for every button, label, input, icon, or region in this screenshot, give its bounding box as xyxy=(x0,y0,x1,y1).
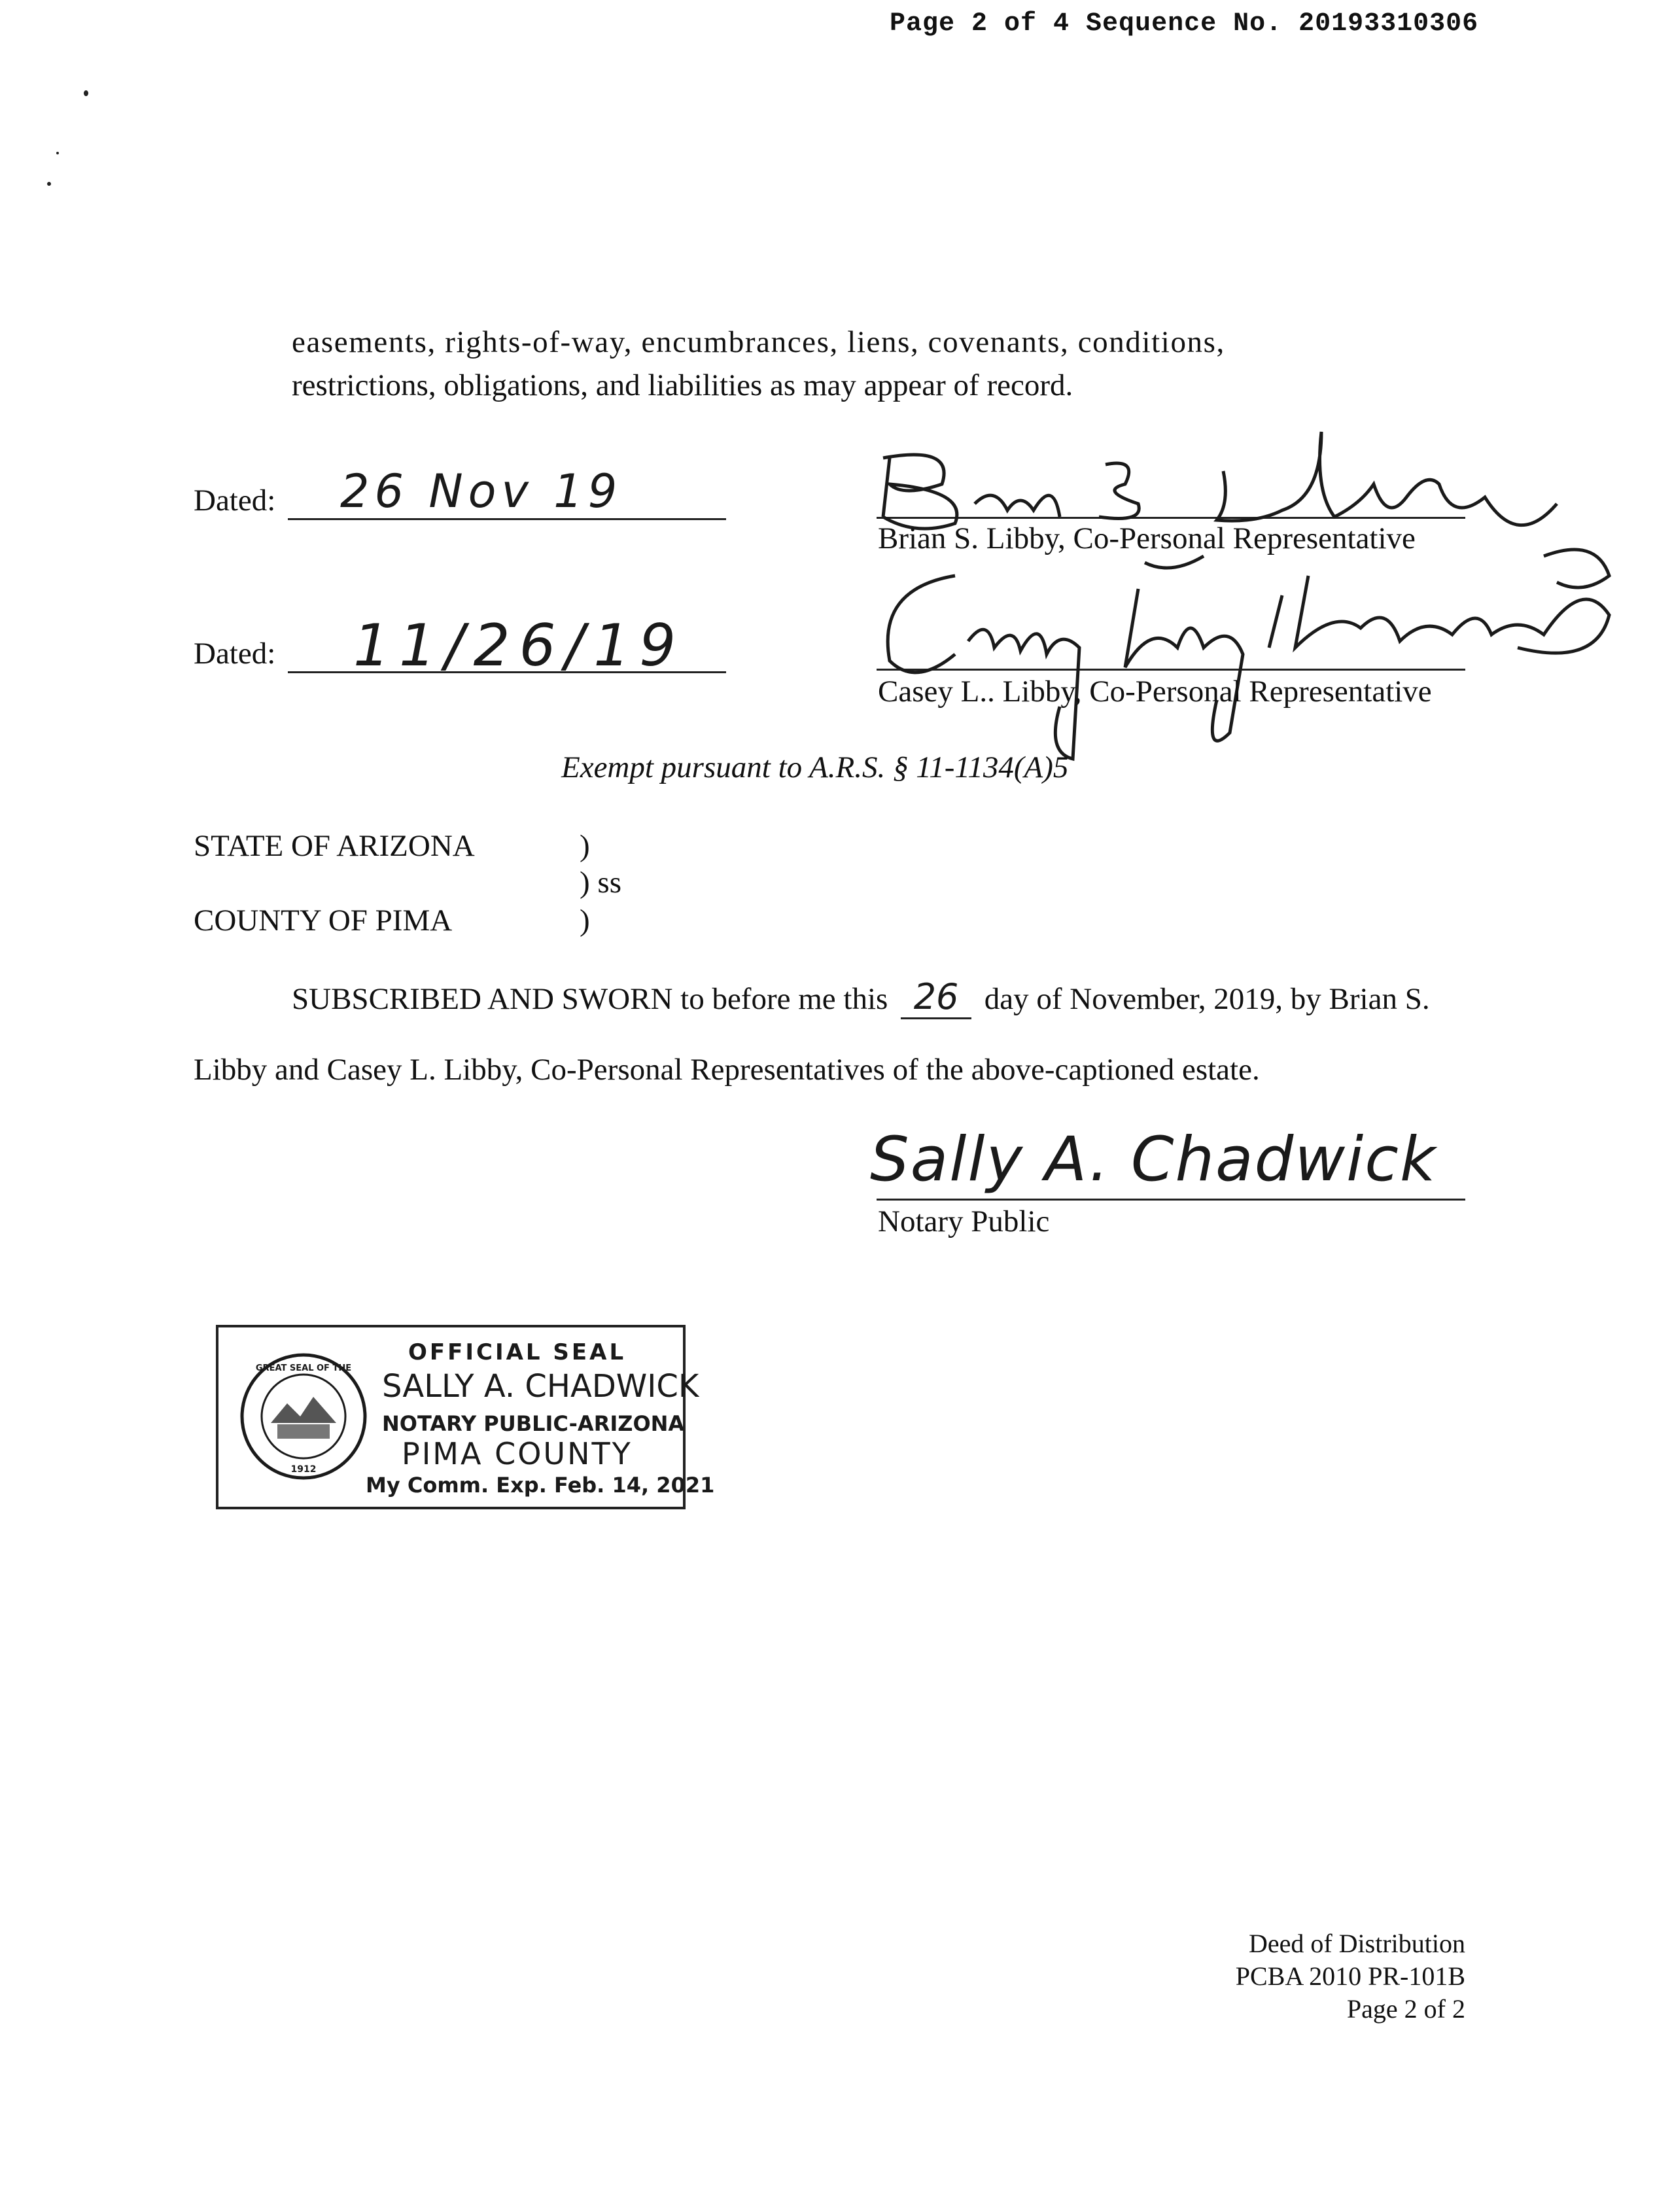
footer-page-number: Page 2 of 2 xyxy=(1346,1994,1465,2024)
oath-before-day: SUBSCRIBED AND SWORN to before me this xyxy=(292,982,888,1016)
seal-title: OFFICIAL SEAL xyxy=(408,1339,627,1365)
scan-speck xyxy=(47,182,51,186)
seal-county: PIMA COUNTY xyxy=(402,1436,633,1471)
venue-state: STATE OF ARIZONA xyxy=(194,829,475,863)
oath-day-handwritten: 26 xyxy=(913,976,959,1017)
oath-line-2: Libby and Casey L. Libby, Co-Personal Representatives of the above-captioned estate. xyxy=(194,1053,1260,1087)
dated-label-1: Dated: xyxy=(194,483,276,518)
scan-speck xyxy=(56,152,59,154)
oath-day-blank xyxy=(901,976,971,1019)
exempt-statement: Exempt pursuant to A.R.S. § 11-1134(A)5 xyxy=(561,750,1069,784)
notary-signature: Sally A. Chadwick xyxy=(870,1124,1437,1195)
venue-ss: ) ss xyxy=(580,866,621,900)
dated-handwritten-1: 26 Nov 19 xyxy=(340,465,623,518)
dated-line-1 xyxy=(288,518,726,520)
venue-paren-1: ) xyxy=(580,829,590,863)
document-footer xyxy=(1236,1927,1465,2026)
svg-text:1912: 1912 xyxy=(290,1464,317,1475)
venue-paren-3: ) xyxy=(580,904,590,938)
notary-signature-line xyxy=(877,1199,1465,1201)
oath-line-1 xyxy=(292,976,1430,1019)
arizona-great-seal-emblem xyxy=(238,1351,369,1482)
official-seal-stamp xyxy=(216,1325,715,1509)
seal-notary-name: SALLY A. CHADWICK xyxy=(382,1368,699,1405)
signature-caption-2: Casey L.. Libby, Co-Personal Representative xyxy=(878,675,1432,709)
page-sequence-header: Page 2 of 4 Sequence No. 20193310306 xyxy=(890,9,1479,39)
footer-form-code: PCBA 2010 PR-101B xyxy=(1235,1961,1465,1991)
dated-handwritten-2: 11/26/19 xyxy=(353,612,686,679)
footer-title: Deed of Distribution xyxy=(1248,1929,1465,1958)
notary-caption: Notary Public xyxy=(878,1204,1050,1238)
seal-notary-role: NOTARY PUBLIC-ARIZONA xyxy=(382,1411,685,1436)
scan-speck xyxy=(84,90,88,96)
oath-after-day: day of November, 2019, by Brian S. xyxy=(984,982,1430,1016)
svg-text:GREAT SEAL OF THE: GREAT SEAL OF THE xyxy=(255,1363,352,1373)
paragraph-line-1: easements, rights-of-way, encumbrances, liens, covenants, conditions, xyxy=(292,325,1225,359)
signature-caption-1: Brian S. Libby, Co-Personal Representative xyxy=(878,521,1416,555)
seal-commission-expiry: My Comm. Exp. Feb. 14, 2021 xyxy=(366,1473,715,1498)
deed-paragraph xyxy=(292,321,1404,407)
venue-county: COUNTY OF PIMA xyxy=(194,904,453,938)
casey-signature-mark xyxy=(863,536,1616,772)
paragraph-line-2: restrictions, obligations, and liabilities as may appear of record. xyxy=(292,368,1073,402)
dated-label-2: Dated: xyxy=(194,637,276,671)
